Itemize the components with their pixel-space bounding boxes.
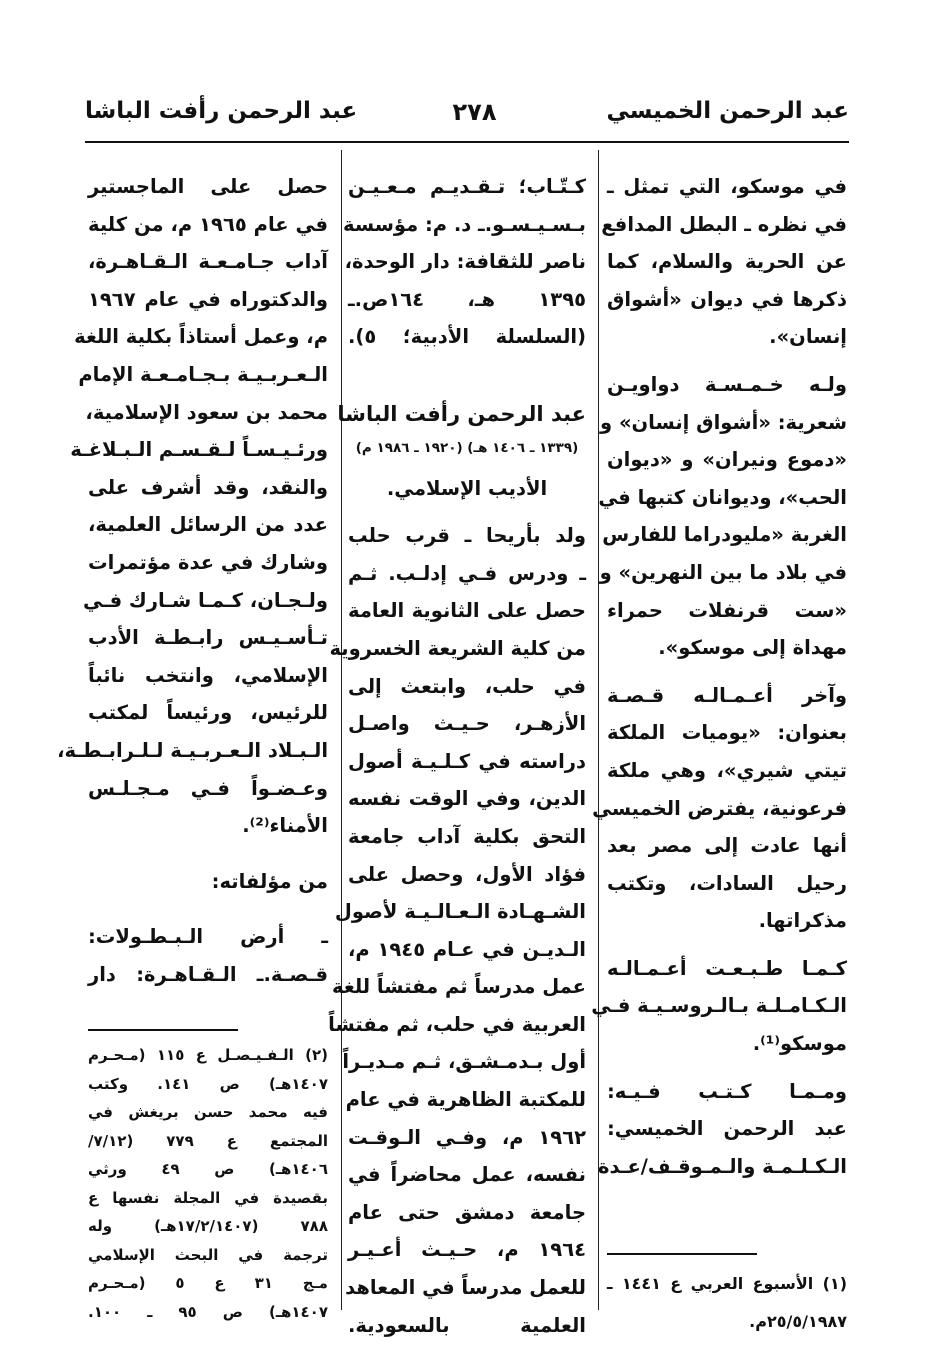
text-line: جامعة دمشق حتى عام — [348, 1200, 586, 1224]
text-line: نفسه، عمل محاضراً في — [348, 1163, 586, 1187]
text-line: ـ ودرس فـي إدلـب. ثـم — [348, 561, 586, 585]
text-line: الـكـامـلـة بـالـروسـيـة فـي — [591, 994, 847, 1018]
text-line: الدين، وفي الوقت نفسه — [348, 787, 586, 811]
text-line: ٧٨٨ (١٧/٢/١٤٠٧هـ) وله — [88, 1217, 328, 1236]
text-line: والدكتوراه في عام ١٩٦٧ — [88, 287, 328, 311]
text-line: شعرية: «أشواق إنسان» و — [600, 410, 847, 434]
text-line: عن الحرية والسلام، كما — [607, 250, 847, 274]
text-line: م، وعمل أستاذاً بكلية اللغة — [74, 325, 328, 349]
paragraph — [88, 863, 328, 901]
text-line: ولـجـان، كـمـا شـارك فـي — [82, 588, 328, 612]
text-line: الـديـن في عـام ١٩٤٥ م، — [348, 937, 586, 961]
paragraph — [343, 168, 586, 356]
text-line: عدد من الرسائل العلمية، — [88, 513, 328, 537]
text-line: عمل مدرساً ثم مفتشاً للغة — [332, 975, 586, 999]
text-line: في حلب، وابتعث إلى — [348, 674, 586, 698]
column-middle — [328, 168, 586, 1359]
text-line: «ست قرنفلات حمراء — [607, 598, 847, 622]
text-line: ١٣٩٥ هـ، ١٦٤ص.ـ — [348, 287, 586, 311]
text-line: «دموع ونيران» و «ديوان — [607, 448, 847, 472]
entry-dates — [348, 434, 586, 462]
text-line: تـأسـيـس رابـطـة الأدب — [88, 626, 328, 650]
text-line: ذكرها في ديوان «أشواق — [607, 287, 847, 311]
text-line: والنقد، وقد أشرف على — [88, 475, 328, 499]
paragraph — [328, 517, 586, 1344]
text-line: التحق بكلية آداب جامعة — [348, 824, 586, 848]
text-line: ـ أرض الـبـطـولات: — [88, 925, 328, 949]
text-line: للعمل مدرساً في المعاهد — [345, 1276, 586, 1300]
text-line: ولـه خـمـسـة دواويـن — [607, 372, 847, 396]
text-line: الأزهـر، حـيـث واصـل — [348, 712, 586, 736]
header-rule — [85, 141, 849, 143]
footnote — [88, 1029, 328, 1326]
text-line: قـصـة.ـ الـقـاهـرة: دار — [88, 962, 328, 986]
text-line: من مؤلفاته: — [211, 869, 328, 893]
text-line: ولد بأريحا ـ قرب حلب — [348, 524, 586, 548]
text-line: أنها عادت إلى مصر بعد — [607, 834, 847, 858]
text-line: المجتمع ع ٧٧٩ (٧/١٢/ — [88, 1131, 328, 1150]
text-line: العلمية بالسعودية. — [348, 1313, 586, 1337]
paragraph — [592, 677, 847, 940]
text-line: الغربة «مليودراما للفارس — [602, 523, 847, 547]
text-line: بقصيدة في المجلة نفسها ع — [88, 1188, 328, 1207]
text-line: مذكراتها. — [758, 909, 847, 933]
text-line: موسكو⁽¹⁾. — [752, 1032, 847, 1056]
text-line: في بلاد ما بين النهرين» و — [599, 560, 847, 584]
text-line: آداب جـامـعـة الـقـاهـرة، — [88, 250, 328, 274]
column-divider — [341, 150, 342, 1310]
text-line: بعنوان: «يوميات الملكة — [607, 721, 847, 745]
text-line: فؤاد الأول، وحصل على — [348, 862, 586, 886]
text-line: الأديب الإسلامي. — [386, 476, 548, 500]
text-line: وشارك في عدة مؤتمرات — [88, 550, 328, 574]
text-line: الأمناء⁽²⁾. — [242, 814, 328, 838]
text-line: رحيل السادات، وتكتب — [607, 871, 847, 895]
text-line: العربية في حلب، ثم مفتشاً — [328, 1012, 586, 1036]
text-line: فرعونية، يفترض الخميسي — [592, 796, 847, 820]
text-line: في موسكو، التي تمثل ـ — [607, 175, 847, 198]
text-line: الـبـلاد الـعـربـيـة لـلـرابـطـة، — [57, 738, 328, 762]
text-line: ورئـيـسـاً لـقـسـم الـبـلاغـة — [70, 438, 328, 462]
paragraph — [57, 168, 328, 845]
text-line: تيتي شيري»، وهي ملكة — [607, 758, 847, 782]
text-line: مـج ٣١ ع ٥ (مـحـرم — [88, 1274, 328, 1293]
text-line: في نظره ـ البطل المدافع — [601, 212, 847, 236]
text-line: (السلسلة الأدبية؛ ٥). — [348, 325, 586, 349]
paragraph — [598, 366, 847, 667]
text-line: الحب»، وديوانان كتبها في — [598, 485, 847, 509]
text-line: ناصر للثقافة: دار الوحدة، — [344, 250, 586, 274]
text-line: حصل على الثانوية العامة — [348, 599, 586, 623]
text-line: ١٤٠٧هـ) ص ١٤١. وكتب — [88, 1074, 328, 1093]
text-line: عبد الرحمن رأفت الباشا — [337, 401, 586, 426]
page-number: ٢٧٨ — [452, 98, 497, 126]
text-line: الـعـربـيـة بـجـامـعـة الإمام — [78, 362, 328, 386]
column-left — [57, 168, 328, 1341]
text-line: (٢) الـفـيـصـل ع ١١٥ (مـحـرم — [88, 1046, 328, 1065]
text-line: حصل على الماجستير — [88, 175, 328, 198]
paragraph — [88, 918, 328, 993]
text-line: ١٩٦٤ م، حـيـث أعـيـر — [348, 1238, 586, 1262]
text-line: كـمـا طـبـعـت أعـمـالـه — [607, 956, 847, 980]
paragraph — [601, 168, 847, 356]
column-divider — [598, 150, 599, 1310]
text-line: مهداة إلى موسكو». — [658, 636, 847, 660]
text-line: ١٩٦٢ م، وفـي الـوقـت — [348, 1125, 586, 1149]
text-line: للرئيس، ورئيساً لمكتب — [88, 701, 328, 725]
paragraph — [598, 1073, 847, 1186]
entry-heading — [337, 396, 586, 434]
text-line: فيه محمد حسن بريغش في — [88, 1103, 328, 1122]
running-header-left: عبد الرحمن رأفت الباشا — [85, 98, 358, 124]
text-line: دراسته في كـلـيـة أصول — [348, 749, 586, 773]
text-line: (١٣٣٩ ـ ١٤٠٦ هـ) (١٩٢٠ ـ ١٩٨٦ م) — [355, 439, 579, 456]
text-line: وآخر أعـمـالـه قـصـة — [607, 683, 847, 707]
column-right — [591, 168, 847, 1356]
text-line: الشـهـادة الـعـالـيـة لأصول — [334, 900, 586, 924]
text-line: أول بـدمـشـق، ثـم مـديـراً — [342, 1050, 586, 1074]
paragraph — [591, 950, 847, 1063]
text-line: ٢٥/٥/١٩٨٧م. — [749, 1312, 847, 1332]
text-line: كـتّـاب؛ تـقـديـم مـعـيـن — [348, 175, 586, 198]
text-line: في عام ١٩٦٥ م، من كلية — [88, 212, 328, 236]
text-line: محمد بن سعود الإسلامية، — [85, 400, 328, 424]
text-line: ١٤٠٦هـ) ص ٤٩ ورثي — [88, 1160, 328, 1179]
footnote — [607, 1253, 847, 1341]
text-line: (١) الأسبوع العربي ع ١٤٤١ ـ — [607, 1274, 847, 1294]
footnote-rule — [607, 1253, 757, 1255]
text-line: ١٤٠٧هـ) ص ٩٥ ـ ١٠٠. — [88, 1302, 328, 1321]
text-line: للمكتبة الظاهرية في عام — [345, 1088, 586, 1112]
text-line: وعـضـواً فـي مـجـلـس — [88, 776, 328, 800]
running-header-right: عبد الرحمن الخميسي — [606, 98, 849, 124]
text-line: الـكـلـمـة والـمـوقـف/عـدة — [598, 1154, 847, 1178]
text-line: عبد الرحمن الخميسي: — [607, 1117, 847, 1141]
text-line: إنسان». — [769, 325, 847, 349]
text-line: من كلية الشريعة الخسروية — [329, 636, 586, 660]
text-line: الإسلامي، وانتخب نائباً — [88, 663, 328, 687]
footnote-rule — [88, 1029, 238, 1031]
text-line: ترجمة في البحث الإسلامي — [88, 1245, 328, 1264]
text-line: بـسـيـسـو.ـ د. م: مؤسسة — [343, 212, 586, 236]
entry-subtitle — [348, 470, 586, 508]
text-line: ومـمـا كـتـب فـيـه: — [607, 1079, 847, 1103]
